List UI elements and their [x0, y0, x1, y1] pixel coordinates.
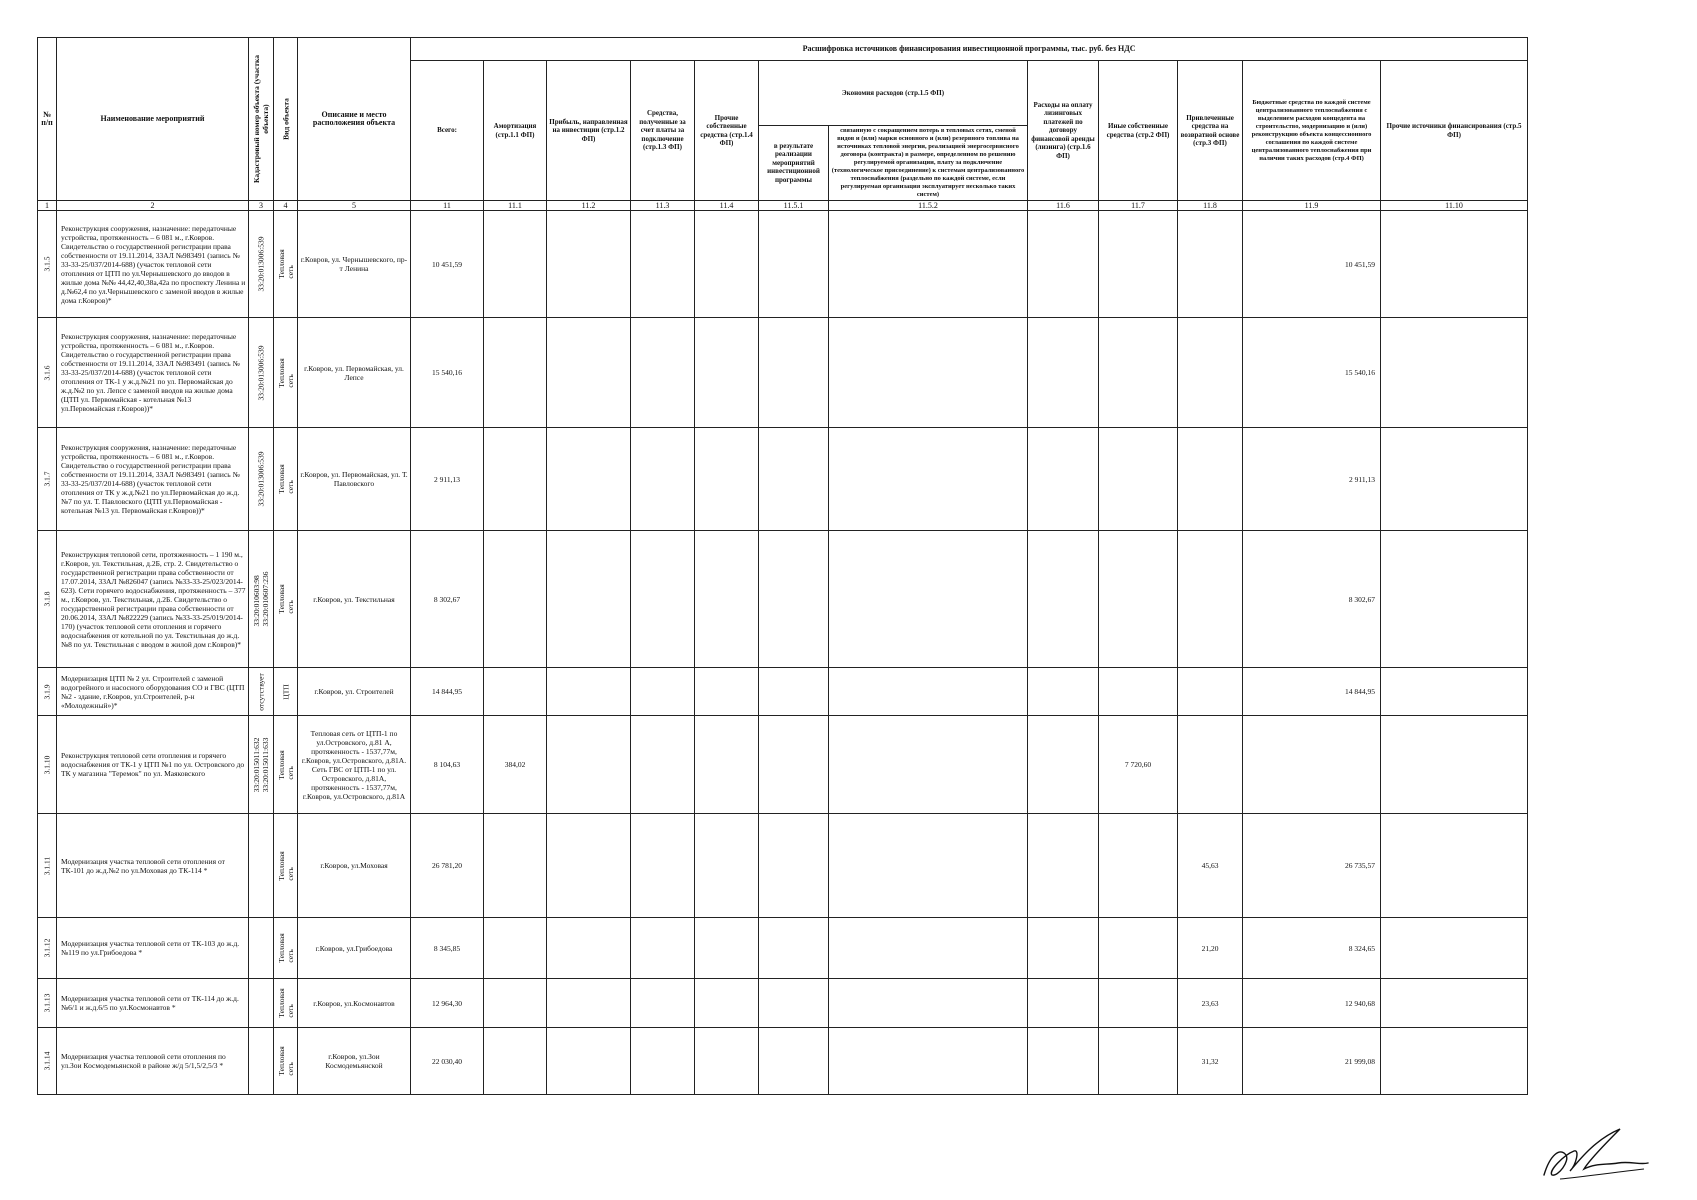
row-amort [484, 918, 547, 979]
header-other-sources: Прочие источники финансирования (стр.5 ФП) [1381, 61, 1528, 201]
row-other-own [695, 979, 759, 1028]
row-total: 8 345,85 [411, 918, 484, 979]
table-row [38, 531, 1528, 668]
row-budget: 21 999,08 [1243, 1028, 1381, 1095]
financing-table [37, 37, 1528, 1095]
row-type-text: Тепловая сеть [276, 850, 295, 881]
row-name: Реконструкция сооружения, назначение: передаточные устройства, протяженность – 6 081 м., г.Ковров. Свидетельство о государственной регистрации права собственности от 19.11.2014, 33АЛ №983491 (запись № 33-33-25/037/2014-688) (участок тепловой сети отопления от ЦТП по ул.Чернышевского до вводов в жилые дома №№ 44,42,40,38а,42а по проспекту Ленина и д.№62,4 по ул.Чернышевского с заменой вводов в жилые дома г.Ковров)* [57, 211, 249, 318]
row-budget: 10 451,59 [1243, 211, 1381, 318]
row-name: Модернизация участка тепловой сети отопления по ул.Зои Космодемьянской в районе ж/д 5/1,5/2,5/3 * [57, 1028, 249, 1095]
header-attracted: Привлеченные средства на возвратной основе (стр.3 ФП) [1178, 61, 1243, 201]
row-number [38, 428, 57, 531]
row-location: Тепловая сеть от ЦТП-1 по ул.Островского, д.81 А, протяженность - 1537,77м, г.Ковров, ул.Островского, д.81А. Сеть ГВС от ЦТП-1 по ул. Островского, д.81А, протяженность - 1537,77м, г.Ковров, ул.Островского, д.81А [298, 716, 411, 814]
row-budget: 8 302,67 [1243, 531, 1381, 668]
row-economy-b [829, 1028, 1028, 1095]
row-number-text: 3.1.9 [42, 684, 52, 699]
column-number: 11.7 [1099, 201, 1178, 211]
row-amort [484, 318, 547, 428]
row-economy-a [759, 428, 829, 531]
row-location: г.Ковров, ул. Чернышевского, пр-т Ленина [298, 211, 411, 318]
row-budget: 15 540,16 [1243, 318, 1381, 428]
row-number [38, 979, 57, 1028]
row-name: Реконструкция сооружения, назначение: передаточные устройства, протяженность – 6 081 м., г.Ковров. Свидетельство о государственной регистрации права собственности от 19.11.2014, 33АЛ №983491 (запись № 33-33-25/037/2014-688) (участок тепловой сети отопления от ТК-1 у ж.д.№21 по ул. Первомайская до ж.д.№2 по ул. Лепсе с заменой вводов на жилые дома (ЦТП ул. Первомайская - котельная №13 ул.Первомайская г.Ковров))* [57, 318, 249, 428]
row-number-text: 3.1.5 [42, 256, 52, 272]
table-row [38, 318, 1528, 428]
row-type [274, 668, 298, 716]
row-connection [631, 814, 695, 918]
header-economy-b: связанную с сокращением потерь в тепловых сетях, сменой видов и (или) марки основного и (или) резервного топлива на источниках тепловой энергии, реализацией энергосервисного договора (контракта) в размере, определенном по решению регулируемой организации, плату за подключение (технологическое присоединение) к системам централизованного теплоснабжения (раздельно по каждой системе, если регулируемая организация эксплуатирует несколько таких систем) [829, 126, 1028, 201]
row-location: г.Ковров, ул. Первомайская, ул. Т. Павловского [298, 428, 411, 531]
row-economy-b [829, 318, 1028, 428]
table-row [38, 1028, 1528, 1095]
row-type-text: Тепловая сеть [276, 249, 295, 279]
row-cadastral-text: 33:20:010603:98 33:20:010607:236 [252, 571, 270, 627]
row-economy-a [759, 211, 829, 318]
table-row [38, 716, 1528, 814]
row-economy-b [829, 668, 1028, 716]
column-number: 4 [274, 201, 298, 211]
row-name: Модернизация ЦТП № 2 ул. Строителей с заменой водогрейного и насосного оборудования СО и ГВС (ЦТП №2 - здание, г.Ковров, ул.Строителей, р-н «Молодежный»)* [57, 668, 249, 716]
handwritten-signature-icon [1540, 1125, 1650, 1183]
row-amort: 384,02 [484, 716, 547, 814]
row-connection [631, 668, 695, 716]
row-name: Реконструкция тепловой сети отопления и горячего водоснабжения от ТК-1 у ЦТП №1 по ул. Островского до ТК у магазина "Теремок" по ул. Маяковского [57, 716, 249, 814]
row-cadastral [249, 918, 274, 979]
row-connection [631, 918, 695, 979]
row-location: г.Ковров, ул.Зои Космодемьянской [298, 1028, 411, 1095]
table-row [38, 918, 1528, 979]
row-budget: 14 844,95 [1243, 668, 1381, 716]
row-other-sources [1381, 814, 1528, 918]
row-economy-b [829, 428, 1028, 531]
row-cadastral [249, 814, 274, 918]
row-type [274, 716, 298, 814]
row-profit [547, 716, 631, 814]
row-cadastral [249, 979, 274, 1028]
row-cadastral [249, 531, 274, 668]
row-cadastral-text: 33:20:013006:539 [256, 344, 266, 401]
row-other-own2 [1099, 979, 1178, 1028]
row-number-text: 3.1.13 [42, 993, 52, 1013]
row-cadastral-text: 33:20:013006:539 [256, 236, 266, 292]
header-total: Всего: [411, 61, 484, 201]
row-leasing [1028, 814, 1099, 918]
row-budget: 8 324,65 [1243, 918, 1381, 979]
row-economy-a [759, 668, 829, 716]
row-economy-a [759, 1028, 829, 1095]
row-attracted [1178, 211, 1243, 318]
row-attracted [1178, 668, 1243, 716]
row-economy-a [759, 979, 829, 1028]
row-number [38, 814, 57, 918]
row-type [274, 918, 298, 979]
header-other-own2: Иные собственные средства (стр.2 ФП) [1099, 61, 1178, 201]
column-number: 11.10 [1381, 201, 1528, 211]
column-number: 5 [298, 201, 411, 211]
row-connection [631, 531, 695, 668]
row-cadastral-text: отсутствует [256, 672, 266, 711]
row-other-own2 [1099, 814, 1178, 918]
row-number [38, 918, 57, 979]
row-other-sources [1381, 979, 1528, 1028]
header-leasing: Расходы на оплату лизинговых платежей по договору финансовой аренды (лизинга) (стр.1.6 ФП) [1028, 61, 1099, 201]
row-leasing [1028, 716, 1099, 814]
table-row [38, 428, 1528, 531]
row-total: 26 781,20 [411, 814, 484, 918]
row-number [38, 716, 57, 814]
header-profit: Прибыль, направленная на инвестиции (стр.1.2 ФП) [547, 61, 631, 201]
row-type [274, 979, 298, 1028]
row-number [38, 668, 57, 716]
row-amort [484, 1028, 547, 1095]
header-economy-a: в результате реализации мероприятий инвестиционной программы [759, 126, 829, 201]
row-attracted [1178, 428, 1243, 531]
row-attracted: 45,63 [1178, 814, 1243, 918]
row-other-own [695, 668, 759, 716]
row-cadastral [249, 428, 274, 531]
row-other-own [695, 716, 759, 814]
row-profit [547, 979, 631, 1028]
row-total: 15 540,16 [411, 318, 484, 428]
row-leasing [1028, 211, 1099, 318]
row-other-sources [1381, 918, 1528, 979]
table-row [38, 211, 1528, 318]
header-economy: Экономия расходов (стр.1.5 ФП) [759, 61, 1028, 126]
row-economy-a [759, 716, 829, 814]
row-profit [547, 318, 631, 428]
row-type-text: ЦТП [281, 683, 290, 700]
row-other-own2 [1099, 211, 1178, 318]
row-leasing [1028, 668, 1099, 716]
header-budget: Бюджетные средства по каждой системе централизованного теплоснабжения с выделением расходов концедента на строительство, модернизацию и (или) реконструкцию объекта концессионного соглашения по каждой системе централизованного теплоснабжения при наличии таких расходов (стр.4 ФП) [1243, 61, 1381, 201]
row-type-text: Тепловая сеть [276, 464, 295, 494]
table-row [38, 979, 1528, 1028]
row-profit [547, 428, 631, 531]
row-location: г.Ковров, ул.Грибоедова [298, 918, 411, 979]
row-leasing [1028, 1028, 1099, 1095]
row-type-text: Тепловая сеть [276, 357, 295, 388]
column-number: 11.2 [547, 201, 631, 211]
row-cadastral [249, 716, 274, 814]
row-type [274, 428, 298, 531]
column-number: 11.9 [1243, 201, 1381, 211]
row-location: г.Ковров, ул. Строителей [298, 668, 411, 716]
row-profit [547, 918, 631, 979]
column-number: 3 [249, 201, 274, 211]
row-amort [484, 211, 547, 318]
row-economy-b [829, 979, 1028, 1028]
row-type [274, 211, 298, 318]
row-number [38, 211, 57, 318]
row-other-own2 [1099, 1028, 1178, 1095]
column-number: 2 [57, 201, 249, 211]
row-total: 2 911,13 [411, 428, 484, 531]
row-economy-a [759, 918, 829, 979]
row-attracted [1178, 318, 1243, 428]
row-type-text: Тепловая сеть [276, 1046, 295, 1076]
row-connection [631, 979, 695, 1028]
column-number: 11.8 [1178, 201, 1243, 211]
row-profit [547, 668, 631, 716]
row-profit [547, 814, 631, 918]
column-numbers-row [38, 201, 1528, 211]
row-type [274, 531, 298, 668]
row-number [38, 1028, 57, 1095]
row-number-text: 3.1.10 [42, 755, 52, 774]
row-profit [547, 1028, 631, 1095]
row-amort [484, 814, 547, 918]
row-amort [484, 531, 547, 668]
row-attracted: 23,63 [1178, 979, 1243, 1028]
row-economy-a [759, 531, 829, 668]
header-other-own: Прочие собственные средства (стр.1.4 ФП) [695, 61, 759, 201]
row-other-own [695, 1028, 759, 1095]
row-cadastral [249, 668, 274, 716]
row-other-own [695, 428, 759, 531]
row-total: 10 451,59 [411, 211, 484, 318]
row-name: Реконструкция тепловой сети, протяженность – 1 190 м., г.Ковров, ул. Текстильная, д.2Б, стр. 2. Свидетельство о государственной регистрации права собственности от 17.07.2014, 33АЛ №826047 (запись №33-33-25/023/2014-623). Сети горячего водоснабжения, протяженность – 377 м., г.Ковров, ул. Текстильная, д.2Б. Свидетельство о государственной регистрации права собственности от 20.06.2014, 33АЛ №822229 (запись №33-33-25/019/2014-170) (участок тепловой сети отопления и горячего водоснабжения от котельной по ул. Текстильная до ж.д.№8 по ул. Текстильная с вводом в жилой дом г.Ковров)* [57, 531, 249, 668]
row-other-own [695, 918, 759, 979]
row-other-sources [1381, 716, 1528, 814]
row-name: Модернизация участка тепловой сети от ТК-103 до ж.д. №119 по ул.Грибоедова * [57, 918, 249, 979]
header-type: Вид объекта [274, 38, 298, 201]
row-attracted [1178, 531, 1243, 668]
row-economy-b [829, 814, 1028, 918]
row-connection [631, 428, 695, 531]
row-connection [631, 716, 695, 814]
row-attracted [1178, 716, 1243, 814]
row-name: Модернизация участка тепловой сети от ТК-114 до ж.д.№6/1 и ж.д.6/5 по ул.Космонавтов * [57, 979, 249, 1028]
row-economy-b [829, 211, 1028, 318]
row-connection [631, 1028, 695, 1095]
row-leasing [1028, 428, 1099, 531]
table-body [38, 211, 1528, 1095]
row-other-sources [1381, 428, 1528, 531]
row-connection [631, 211, 695, 318]
row-other-own [695, 318, 759, 428]
table-row [38, 668, 1528, 716]
column-number: 11 [411, 201, 484, 211]
row-budget: 12 940,68 [1243, 979, 1381, 1028]
row-connection [631, 318, 695, 428]
row-total: 22 030,40 [411, 1028, 484, 1095]
row-budget: 26 735,57 [1243, 814, 1381, 918]
row-cadastral-text: 33:20:013006:539 [256, 451, 266, 507]
row-other-sources [1381, 318, 1528, 428]
row-amort [484, 979, 547, 1028]
row-number [38, 318, 57, 428]
header-location: Описание и место расположения объекта [298, 38, 411, 201]
row-leasing [1028, 318, 1099, 428]
header-name: Наименование мероприятий [57, 38, 249, 201]
row-type-text: Тепловая сеть [276, 749, 295, 780]
column-number: 11.6 [1028, 201, 1099, 211]
row-cadastral [249, 1028, 274, 1095]
row-economy-b [829, 531, 1028, 668]
row-number-text: 3.1.8 [42, 591, 52, 607]
row-other-own2 [1099, 531, 1178, 668]
table-row [38, 814, 1528, 918]
row-number-text: 3.1.7 [42, 471, 52, 487]
row-name: Реконструкция сооружения, назначение: передаточные устройства, протяженность – 6 081 м., г.Ковров. Свидетельство о государственной регистрации права собственности от 19.11.2014, 33АЛ №983491 (запись № 33-33-25/037/2014-688) (участок тепловой сети отопления от ТК у ж.д.№21 по ул.Первомайская до ж.д.№7 по ул. Т. Павловского (ЦТП ул.Первомайская - котельная №13 ул. Первомайская г.Ковров))* [57, 428, 249, 531]
row-total: 12 964,30 [411, 979, 484, 1028]
header-financing-title: Расшифровка источников финансирования инвестиционной программы, тыс. руб. без НДС [411, 38, 1528, 61]
row-leasing [1028, 531, 1099, 668]
row-number-text: 3.1.6 [42, 365, 52, 380]
row-total: 8 302,67 [411, 531, 484, 668]
row-amort [484, 668, 547, 716]
column-number: 11.3 [631, 201, 695, 211]
row-other-own2 [1099, 668, 1178, 716]
row-budget [1243, 716, 1381, 814]
row-leasing [1028, 979, 1099, 1028]
table-header [38, 38, 1528, 211]
row-cadastral-text: 33:20:015011:632 33:20:015011:633 [252, 737, 270, 792]
row-number-text: 3.1.14 [42, 1051, 52, 1071]
row-name: Модернизация участка тепловой сети отопления от ТК-101 до ж.д.№2 по ул.Моховая до ТК-114 * [57, 814, 249, 918]
row-other-own [695, 531, 759, 668]
financing-table-sheet [37, 37, 1522, 1137]
row-other-own [695, 211, 759, 318]
column-number: 11.4 [695, 201, 759, 211]
row-type [274, 814, 298, 918]
row-other-sources [1381, 211, 1528, 318]
row-location: г.Ковров, ул.Моховая [298, 814, 411, 918]
row-other-own2 [1099, 918, 1178, 979]
column-number: 11.1 [484, 201, 547, 211]
row-number-text: 3.1.11 [42, 856, 52, 875]
row-type [274, 1028, 298, 1095]
row-other-own [695, 814, 759, 918]
row-number [38, 531, 57, 668]
row-type-text: Тепловая сеть [276, 933, 295, 963]
row-cadastral [249, 211, 274, 318]
row-location: г.Ковров, ул. Первомайская, ул. Лепсе [298, 318, 411, 428]
header-cadastral: Кадастровый номер объекта (участка объекта) [249, 38, 274, 201]
row-location: г.Ковров, ул. Текстильная [298, 531, 411, 668]
row-type-text: Тепловая сеть [276, 988, 295, 1018]
row-location: г.Ковров, ул.Космонавтов [298, 979, 411, 1028]
row-other-sources [1381, 531, 1528, 668]
row-other-sources [1381, 668, 1528, 716]
row-number-text: 3.1.12 [42, 938, 52, 958]
row-profit [547, 531, 631, 668]
column-number: 11.5.1 [759, 201, 829, 211]
row-other-sources [1381, 1028, 1528, 1095]
header-no: № п/п [38, 38, 57, 201]
row-other-own2 [1099, 318, 1178, 428]
row-economy-a [759, 318, 829, 428]
row-budget: 2 911,13 [1243, 428, 1381, 531]
row-total: 14 844,95 [411, 668, 484, 716]
row-other-own2: 7 720,60 [1099, 716, 1178, 814]
row-attracted: 31,32 [1178, 1028, 1243, 1095]
row-amort [484, 428, 547, 531]
row-profit [547, 211, 631, 318]
row-type-text: Тепловая сеть [276, 584, 295, 614]
row-attracted: 21,20 [1178, 918, 1243, 979]
row-cadastral [249, 318, 274, 428]
column-number: 11.5.2 [829, 201, 1028, 211]
row-economy-b [829, 716, 1028, 814]
row-economy-a [759, 814, 829, 918]
row-total: 8 104,63 [411, 716, 484, 814]
row-economy-b [829, 918, 1028, 979]
column-number: 1 [38, 201, 57, 211]
header-amort: Амортизация (стр.1.1 ФП) [484, 61, 547, 201]
row-other-own2 [1099, 428, 1178, 531]
row-leasing [1028, 918, 1099, 979]
header-connection: Средства, полученные за счет платы за подключение (стр.1.3 ФП) [631, 61, 695, 201]
row-type [274, 318, 298, 428]
